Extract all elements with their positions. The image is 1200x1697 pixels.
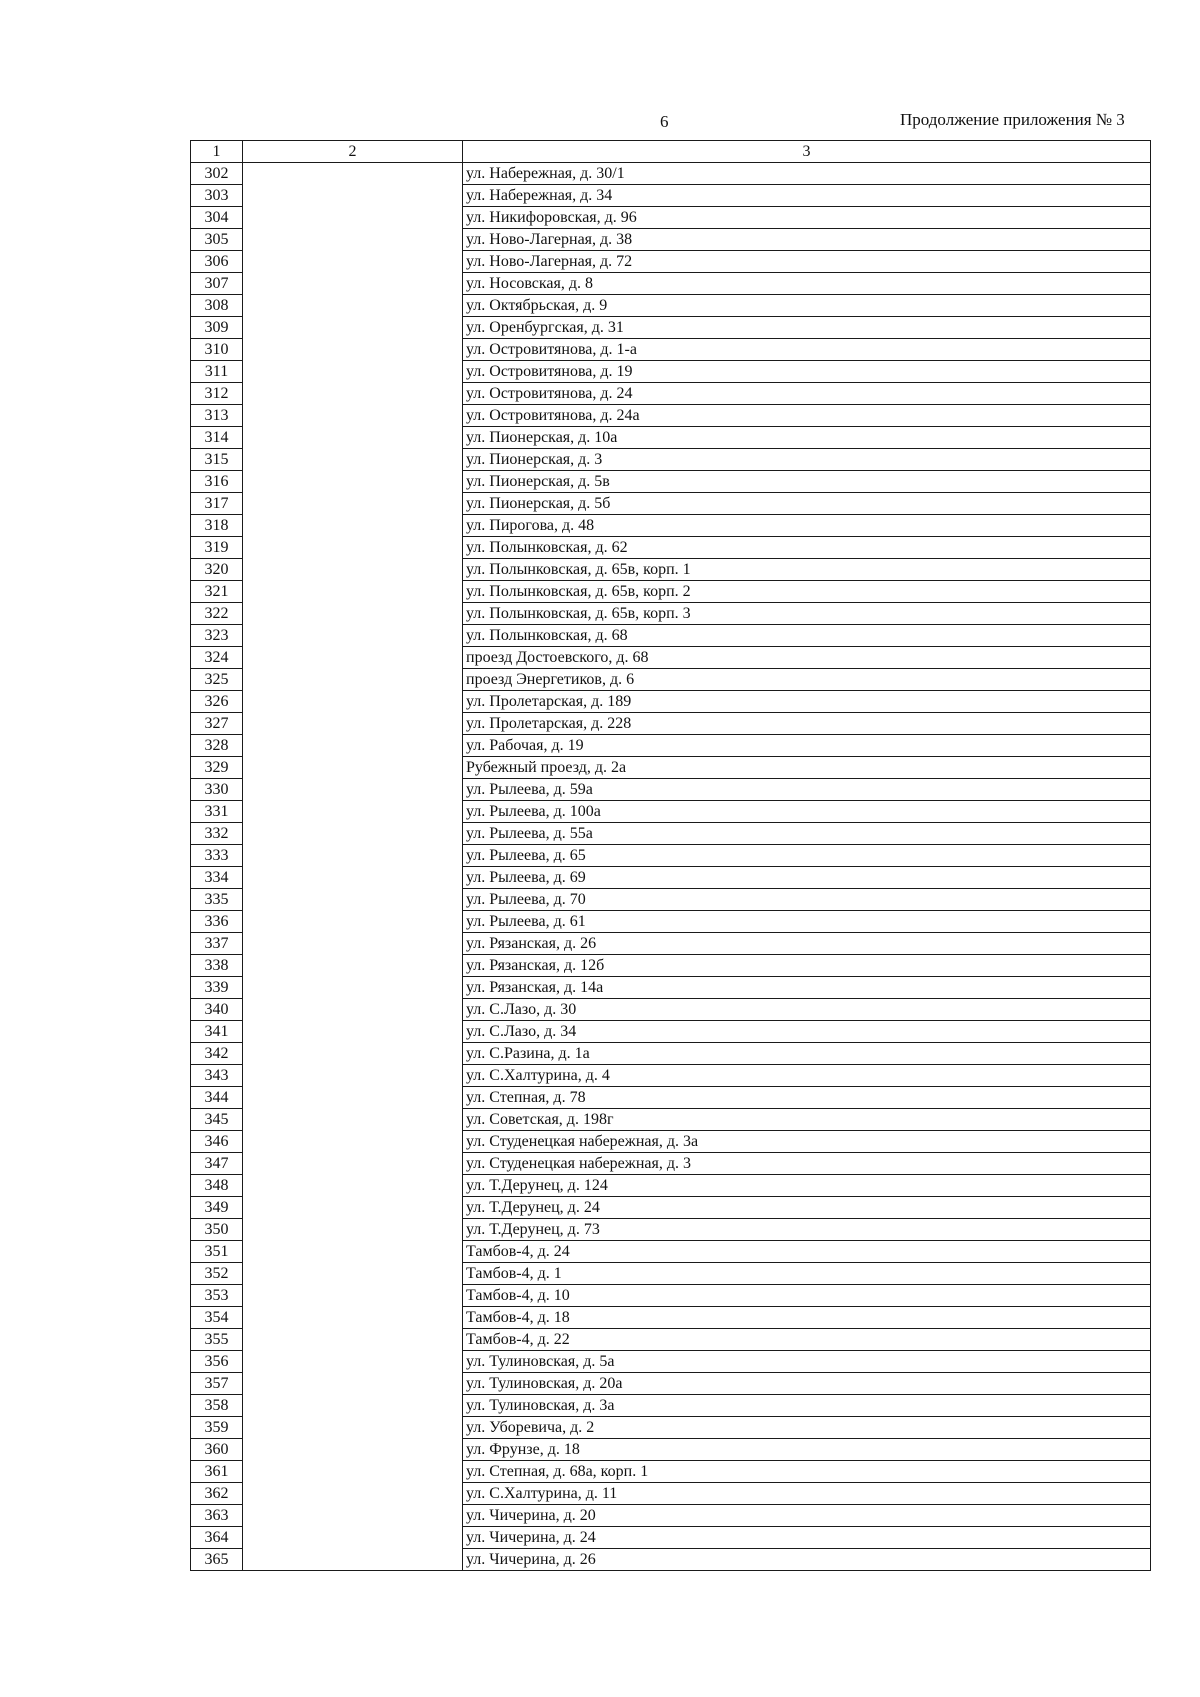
empty-column-cell bbox=[243, 845, 463, 867]
empty-column-cell bbox=[243, 735, 463, 757]
address-cell: Тамбов-4, д. 18 bbox=[463, 1307, 1151, 1329]
address-cell: Рубежный проезд, д. 2а bbox=[463, 757, 1151, 779]
table-row bbox=[191, 735, 1151, 757]
empty-column-cell bbox=[243, 1329, 463, 1351]
table-row bbox=[191, 1285, 1151, 1307]
table-row bbox=[191, 713, 1151, 735]
empty-column-cell bbox=[243, 1263, 463, 1285]
table-row bbox=[191, 1527, 1151, 1549]
empty-column-cell bbox=[243, 383, 463, 405]
address-cell: ул. Пионерская, д. 5б bbox=[463, 493, 1151, 515]
empty-column-cell bbox=[243, 669, 463, 691]
empty-column-cell bbox=[243, 1175, 463, 1197]
empty-column-cell bbox=[243, 163, 463, 185]
empty-column-cell bbox=[243, 1021, 463, 1043]
table-row bbox=[191, 317, 1151, 339]
table-row bbox=[191, 1131, 1151, 1153]
empty-column-cell bbox=[243, 405, 463, 427]
empty-column-cell bbox=[243, 449, 463, 471]
row-number-cell: 323 bbox=[191, 625, 243, 647]
table-row bbox=[191, 581, 1151, 603]
empty-column-cell bbox=[243, 515, 463, 537]
row-number-cell: 308 bbox=[191, 295, 243, 317]
address-cell: ул. Ново-Лагерная, д. 38 bbox=[463, 229, 1151, 251]
table-row bbox=[191, 295, 1151, 317]
table-row bbox=[191, 405, 1151, 427]
empty-column-cell bbox=[243, 1351, 463, 1373]
row-number-cell: 329 bbox=[191, 757, 243, 779]
table-row bbox=[191, 1373, 1151, 1395]
table-row bbox=[191, 1329, 1151, 1351]
address-cell: ул. Рязанская, д. 14а bbox=[463, 977, 1151, 999]
row-number-cell: 359 bbox=[191, 1417, 243, 1439]
table-row bbox=[191, 801, 1151, 823]
row-number-cell: 303 bbox=[191, 185, 243, 207]
row-number-cell: 358 bbox=[191, 1395, 243, 1417]
table-row bbox=[191, 757, 1151, 779]
empty-column-cell bbox=[243, 251, 463, 273]
empty-column-cell bbox=[243, 977, 463, 999]
table-row bbox=[191, 1109, 1151, 1131]
address-cell: ул. Чичерина, д. 20 bbox=[463, 1505, 1151, 1527]
row-number-cell: 313 bbox=[191, 405, 243, 427]
address-cell: ул. Пионерская, д. 10а bbox=[463, 427, 1151, 449]
address-cell: ул. Рылеева, д. 59а bbox=[463, 779, 1151, 801]
address-cell: ул. Тулиновская, д. 3а bbox=[463, 1395, 1151, 1417]
address-cell: ул. С.Лазо, д. 34 bbox=[463, 1021, 1151, 1043]
empty-column-cell bbox=[243, 273, 463, 295]
address-cell: Тамбов-4, д. 24 bbox=[463, 1241, 1151, 1263]
table-row bbox=[191, 361, 1151, 383]
row-number-cell: 349 bbox=[191, 1197, 243, 1219]
empty-column-cell bbox=[243, 955, 463, 977]
table-row bbox=[191, 273, 1151, 295]
row-number-cell: 320 bbox=[191, 559, 243, 581]
table-row bbox=[191, 1395, 1151, 1417]
address-cell: ул. Ново-Лагерная, д. 72 bbox=[463, 251, 1151, 273]
table-row bbox=[191, 1197, 1151, 1219]
row-number-cell: 337 bbox=[191, 933, 243, 955]
address-cell: ул. Никифоровская, д. 96 bbox=[463, 207, 1151, 229]
empty-column-cell bbox=[243, 1373, 463, 1395]
table-row bbox=[191, 1549, 1151, 1571]
table-row bbox=[191, 1021, 1151, 1043]
table-row bbox=[191, 1439, 1151, 1461]
empty-column-cell bbox=[243, 339, 463, 361]
row-number-cell: 347 bbox=[191, 1153, 243, 1175]
address-cell: ул. Островитянова, д. 24 bbox=[463, 383, 1151, 405]
address-cell: ул. Оренбургская, д. 31 bbox=[463, 317, 1151, 339]
row-number-cell: 342 bbox=[191, 1043, 243, 1065]
table-row bbox=[191, 977, 1151, 999]
empty-column-cell bbox=[243, 1483, 463, 1505]
address-cell: ул. Носовская, д. 8 bbox=[463, 273, 1151, 295]
address-cell: ул. Пролетарская, д. 228 bbox=[463, 713, 1151, 735]
empty-column-cell bbox=[243, 1439, 463, 1461]
empty-column-cell bbox=[243, 713, 463, 735]
row-number-cell: 344 bbox=[191, 1087, 243, 1109]
table-row bbox=[191, 339, 1151, 361]
empty-column-cell bbox=[243, 1527, 463, 1549]
address-cell: ул. Рылеева, д. 55а bbox=[463, 823, 1151, 845]
address-cell: ул. С.Халтурина, д. 4 bbox=[463, 1065, 1151, 1087]
address-cell: ул. Т.Дерунец, д. 24 bbox=[463, 1197, 1151, 1219]
table-row bbox=[191, 251, 1151, 273]
table-row bbox=[191, 427, 1151, 449]
address-cell: ул. Рабочая, д. 19 bbox=[463, 735, 1151, 757]
row-number-cell: 331 bbox=[191, 801, 243, 823]
row-number-cell: 325 bbox=[191, 669, 243, 691]
empty-column-cell bbox=[243, 1461, 463, 1483]
empty-column-cell bbox=[243, 647, 463, 669]
table-row bbox=[191, 383, 1151, 405]
header-note: Продолжение приложения № 3 bbox=[900, 110, 1125, 129]
row-number-cell: 317 bbox=[191, 493, 243, 515]
row-number-cell: 345 bbox=[191, 1109, 243, 1131]
table-row bbox=[191, 515, 1151, 537]
row-number-cell: 350 bbox=[191, 1219, 243, 1241]
address-cell: ул. Советская, д. 198г bbox=[463, 1109, 1151, 1131]
row-number-cell: 335 bbox=[191, 889, 243, 911]
row-number-cell: 333 bbox=[191, 845, 243, 867]
address-cell: ул. Чичерина, д. 26 bbox=[463, 1549, 1151, 1571]
table-row bbox=[191, 889, 1151, 911]
row-number-cell: 339 bbox=[191, 977, 243, 999]
empty-column-cell bbox=[243, 581, 463, 603]
empty-column-cell bbox=[243, 1505, 463, 1527]
row-number-cell: 321 bbox=[191, 581, 243, 603]
address-cell: ул. Набережная, д. 30/1 bbox=[463, 163, 1151, 185]
row-number-cell: 311 bbox=[191, 361, 243, 383]
address-cell: ул. Тулиновская, д. 5а bbox=[463, 1351, 1151, 1373]
row-number-cell: 332 bbox=[191, 823, 243, 845]
row-number-cell: 327 bbox=[191, 713, 243, 735]
address-cell: ул. Пионерская, д. 5в bbox=[463, 471, 1151, 493]
address-cell: проезд Достоевского, д. 68 bbox=[463, 647, 1151, 669]
row-number-cell: 353 bbox=[191, 1285, 243, 1307]
row-number-cell: 348 bbox=[191, 1175, 243, 1197]
address-cell: ул. Рылеева, д. 61 bbox=[463, 911, 1151, 933]
address-cell: Тамбов-4, д. 1 bbox=[463, 1263, 1151, 1285]
empty-column-cell bbox=[243, 1131, 463, 1153]
empty-column-cell bbox=[243, 999, 463, 1021]
empty-column-cell bbox=[243, 1087, 463, 1109]
address-cell: ул. Пролетарская, д. 189 bbox=[463, 691, 1151, 713]
table-row bbox=[191, 1153, 1151, 1175]
empty-column-cell bbox=[243, 823, 463, 845]
row-number-cell: 330 bbox=[191, 779, 243, 801]
table-row bbox=[191, 1263, 1151, 1285]
table-row bbox=[191, 1461, 1151, 1483]
table-row bbox=[191, 691, 1151, 713]
table-body bbox=[191, 163, 1151, 1571]
table-row bbox=[191, 559, 1151, 581]
table-row bbox=[191, 493, 1151, 515]
table-row bbox=[191, 229, 1151, 251]
table-row bbox=[191, 1241, 1151, 1263]
address-cell: ул. Рязанская, д. 26 bbox=[463, 933, 1151, 955]
empty-column-cell bbox=[243, 1307, 463, 1329]
empty-column-cell bbox=[243, 801, 463, 823]
row-number-cell: 356 bbox=[191, 1351, 243, 1373]
empty-column-cell bbox=[243, 1549, 463, 1571]
row-number-cell: 361 bbox=[191, 1461, 243, 1483]
table-row bbox=[191, 471, 1151, 493]
address-cell: ул. Т.Дерунец, д. 73 bbox=[463, 1219, 1151, 1241]
table-row bbox=[191, 933, 1151, 955]
row-number-cell: 324 bbox=[191, 647, 243, 669]
table-row bbox=[191, 955, 1151, 977]
empty-column-cell bbox=[243, 1417, 463, 1439]
table-row bbox=[191, 1043, 1151, 1065]
column-header-1: 1 bbox=[191, 141, 243, 163]
row-number-cell: 307 bbox=[191, 273, 243, 295]
address-cell: ул. Полынковская, д. 62 bbox=[463, 537, 1151, 559]
table-row bbox=[191, 779, 1151, 801]
empty-column-cell bbox=[243, 207, 463, 229]
row-number-cell: 334 bbox=[191, 867, 243, 889]
table-row bbox=[191, 999, 1151, 1021]
address-cell: ул. Полынковская, д. 65в, корп. 3 bbox=[463, 603, 1151, 625]
row-number-cell: 355 bbox=[191, 1329, 243, 1351]
address-cell: ул. Рязанская, д. 12б bbox=[463, 955, 1151, 977]
row-number-cell: 326 bbox=[191, 691, 243, 713]
address-cell: ул. Фрунзе, д. 18 bbox=[463, 1439, 1151, 1461]
row-number-cell: 362 bbox=[191, 1483, 243, 1505]
row-number-cell: 322 bbox=[191, 603, 243, 625]
empty-column-cell bbox=[243, 361, 463, 383]
empty-column-cell bbox=[243, 1109, 463, 1131]
empty-column-cell bbox=[243, 1241, 463, 1263]
address-cell: ул. Островитянова, д. 24а bbox=[463, 405, 1151, 427]
empty-column-cell bbox=[243, 1153, 463, 1175]
row-number-cell: 309 bbox=[191, 317, 243, 339]
address-cell: ул. Полынковская, д. 68 bbox=[463, 625, 1151, 647]
row-number-cell: 318 bbox=[191, 515, 243, 537]
table-row bbox=[191, 1307, 1151, 1329]
empty-column-cell bbox=[243, 295, 463, 317]
table-row bbox=[191, 911, 1151, 933]
address-cell: ул. Рылеева, д. 100а bbox=[463, 801, 1151, 823]
row-number-cell: 312 bbox=[191, 383, 243, 405]
address-cell: ул. Рылеева, д. 65 bbox=[463, 845, 1151, 867]
address-cell: ул. Набережная, д. 34 bbox=[463, 185, 1151, 207]
address-cell: ул. Островитянова, д. 19 bbox=[463, 361, 1151, 383]
row-number-cell: 351 bbox=[191, 1241, 243, 1263]
empty-column-cell bbox=[243, 1197, 463, 1219]
table-row bbox=[191, 449, 1151, 471]
empty-column-cell bbox=[243, 1219, 463, 1241]
empty-column-cell bbox=[243, 1043, 463, 1065]
table-row bbox=[191, 1175, 1151, 1197]
empty-column-cell bbox=[243, 1395, 463, 1417]
empty-column-cell bbox=[243, 471, 463, 493]
address-cell: ул. Островитянова, д. 1-а bbox=[463, 339, 1151, 361]
address-cell: ул. С.Разина, д. 1а bbox=[463, 1043, 1151, 1065]
page-number: 6 bbox=[660, 112, 669, 131]
empty-column-cell bbox=[243, 889, 463, 911]
row-number-cell: 365 bbox=[191, 1549, 243, 1571]
table-row bbox=[191, 185, 1151, 207]
empty-column-cell bbox=[243, 625, 463, 647]
empty-column-cell bbox=[243, 779, 463, 801]
address-cell: ул. Степная, д. 68а, корп. 1 bbox=[463, 1461, 1151, 1483]
row-number-cell: 360 bbox=[191, 1439, 243, 1461]
row-number-cell: 302 bbox=[191, 163, 243, 185]
table-row bbox=[191, 1065, 1151, 1087]
row-number-cell: 363 bbox=[191, 1505, 243, 1527]
empty-column-cell bbox=[243, 757, 463, 779]
address-cell: проезд Энергетиков, д. 6 bbox=[463, 669, 1151, 691]
table-row bbox=[191, 603, 1151, 625]
row-number-cell: 352 bbox=[191, 1263, 243, 1285]
table-row bbox=[191, 845, 1151, 867]
address-cell: ул. Октябрьская, д. 9 bbox=[463, 295, 1151, 317]
address-cell: ул. Студенецкая набережная, д. 3а bbox=[463, 1131, 1151, 1153]
row-number-cell: 304 bbox=[191, 207, 243, 229]
row-number-cell: 343 bbox=[191, 1065, 243, 1087]
row-number-cell: 319 bbox=[191, 537, 243, 559]
table-row bbox=[191, 867, 1151, 889]
empty-column-cell bbox=[243, 933, 463, 955]
address-cell: ул. Тулиновская, д. 20а bbox=[463, 1373, 1151, 1395]
address-cell: ул. Полынковская, д. 65в, корп. 1 bbox=[463, 559, 1151, 581]
address-cell: ул. Т.Дерунец, д. 124 bbox=[463, 1175, 1151, 1197]
row-number-cell: 310 bbox=[191, 339, 243, 361]
address-table bbox=[190, 140, 1151, 1571]
row-number-cell: 316 bbox=[191, 471, 243, 493]
table-row bbox=[191, 647, 1151, 669]
table-row bbox=[191, 163, 1151, 185]
table-header-row bbox=[191, 141, 1151, 163]
address-cell: ул. С.Халтурина, д. 11 bbox=[463, 1483, 1151, 1505]
address-cell: ул. Рылеева, д. 69 bbox=[463, 867, 1151, 889]
row-number-cell: 305 bbox=[191, 229, 243, 251]
table-row bbox=[191, 1505, 1151, 1527]
table-row bbox=[191, 1483, 1151, 1505]
row-number-cell: 346 bbox=[191, 1131, 243, 1153]
row-number-cell: 340 bbox=[191, 999, 243, 1021]
empty-column-cell bbox=[243, 427, 463, 449]
address-cell: ул. Степная, д. 78 bbox=[463, 1087, 1151, 1109]
empty-column-cell bbox=[243, 1285, 463, 1307]
table-row bbox=[191, 1351, 1151, 1373]
empty-column-cell bbox=[243, 229, 463, 251]
address-cell: ул. Рылеева, д. 70 bbox=[463, 889, 1151, 911]
address-cell: ул. Студенецкая набережная, д. 3 bbox=[463, 1153, 1151, 1175]
row-number-cell: 314 bbox=[191, 427, 243, 449]
empty-column-cell bbox=[243, 317, 463, 339]
empty-column-cell bbox=[243, 603, 463, 625]
table-row bbox=[191, 1417, 1151, 1439]
row-number-cell: 328 bbox=[191, 735, 243, 757]
column-header-2: 2 bbox=[243, 141, 463, 163]
table-row bbox=[191, 669, 1151, 691]
row-number-cell: 315 bbox=[191, 449, 243, 471]
empty-column-cell bbox=[243, 493, 463, 515]
empty-column-cell bbox=[243, 1065, 463, 1087]
empty-column-cell bbox=[243, 537, 463, 559]
address-cell: Тамбов-4, д. 10 bbox=[463, 1285, 1151, 1307]
row-number-cell: 306 bbox=[191, 251, 243, 273]
address-cell: Тамбов-4, д. 22 bbox=[463, 1329, 1151, 1351]
empty-column-cell bbox=[243, 867, 463, 889]
row-number-cell: 336 bbox=[191, 911, 243, 933]
table-row bbox=[191, 823, 1151, 845]
empty-column-cell bbox=[243, 559, 463, 581]
row-number-cell: 341 bbox=[191, 1021, 243, 1043]
table-row bbox=[191, 1087, 1151, 1109]
row-number-cell: 364 bbox=[191, 1527, 243, 1549]
column-header-3: 3 bbox=[463, 141, 1151, 163]
table-row bbox=[191, 1219, 1151, 1241]
row-number-cell: 338 bbox=[191, 955, 243, 977]
address-cell: ул. Чичерина, д. 24 bbox=[463, 1527, 1151, 1549]
row-number-cell: 354 bbox=[191, 1307, 243, 1329]
row-number-cell: 357 bbox=[191, 1373, 243, 1395]
table-row bbox=[191, 625, 1151, 647]
empty-column-cell bbox=[243, 911, 463, 933]
table-row bbox=[191, 207, 1151, 229]
address-cell: ул. Пирогова, д. 48 bbox=[463, 515, 1151, 537]
table-row bbox=[191, 537, 1151, 559]
address-cell: ул. Пионерская, д. 3 bbox=[463, 449, 1151, 471]
address-cell: ул. С.Лазо, д. 30 bbox=[463, 999, 1151, 1021]
address-cell: ул. Уборевича, д. 2 bbox=[463, 1417, 1151, 1439]
empty-column-cell bbox=[243, 185, 463, 207]
address-cell: ул. Полынковская, д. 65в, корп. 2 bbox=[463, 581, 1151, 603]
empty-column-cell bbox=[243, 691, 463, 713]
